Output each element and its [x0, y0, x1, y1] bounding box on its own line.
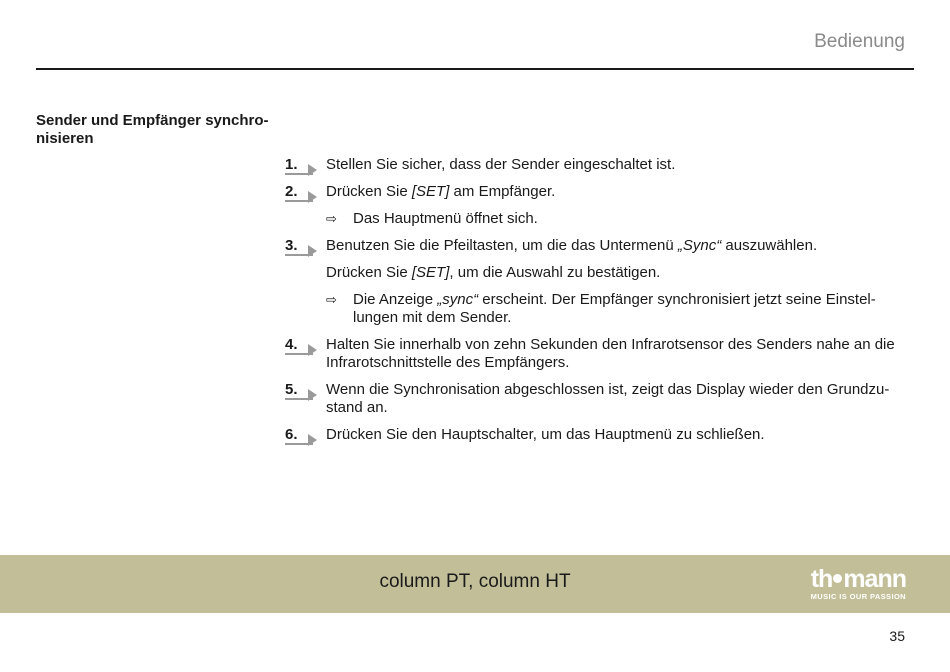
step-number-label: 2.: [285, 183, 298, 200]
page-number: 35: [889, 628, 905, 644]
step-text: [326, 156, 895, 174]
step-item: [285, 426, 895, 444]
step-number-label: 3.: [285, 237, 298, 254]
logo-left: th: [810, 565, 833, 593]
step-text: [326, 237, 895, 255]
step-text: [326, 381, 895, 417]
step-number: [285, 237, 317, 257]
text-run: Halten Sie innerhalb von zehn Sekunden den Infrarotsensor des Senders nahe an die Infrarotschnittstelle des Empfängers.: [326, 336, 895, 371]
step-arrow-icon: [308, 344, 317, 356]
emphasis-text: „Sync“: [677, 237, 722, 254]
logo-dot-icon: [833, 574, 842, 583]
emphasis-text: „sync“: [437, 291, 479, 308]
side-heading: Sender und Empfänger synchro- nisieren: [36, 112, 269, 147]
step-number-label: 5.: [285, 381, 298, 398]
step-text: [326, 336, 895, 372]
step-text: [326, 426, 895, 444]
step-item: [285, 156, 895, 174]
step-number-label: 4.: [285, 336, 298, 353]
thomann-logo[interactable]: [791, 567, 906, 601]
step-arrow-icon: [308, 191, 317, 203]
steps-list: [285, 156, 895, 453]
step-arrow-icon: [308, 164, 317, 176]
text-run: Die Anzeige: [353, 291, 438, 308]
emphasis-text: [SET]: [411, 183, 450, 200]
logo-right: mann: [843, 565, 906, 593]
step-arrow-icon: [308, 434, 317, 446]
step-item: [285, 237, 895, 327]
text-run: erscheint. Der Empfänger synchronisiert jetzt seine Einstel- lungen mit dem Sender.: [353, 291, 876, 326]
result-arrow-icon: ⇨: [326, 292, 337, 307]
header-rule: [36, 68, 914, 70]
text-run: Das Hauptmenü öffnet sich.: [353, 210, 538, 227]
step-item: [285, 336, 895, 372]
text-run: Benutzen Sie die Pfeiltasten, um die das Untermenü: [326, 237, 678, 254]
section-title: Bedienung: [814, 31, 905, 52]
text-run: Wenn die Synchronisation abgeschlossen ist, zeigt das Display wieder den Grundzu- stand an.: [326, 381, 890, 416]
step-arrow-icon: [308, 245, 317, 257]
step-item: [285, 183, 895, 228]
step-item: [285, 381, 895, 417]
text-run: auszuwählen.: [721, 237, 818, 254]
result-arrow-icon: ⇨: [326, 211, 337, 226]
step-number: [285, 156, 317, 176]
text-run: am Empfänger.: [449, 183, 556, 200]
footer-text: column PT, column HT: [379, 571, 571, 592]
step-text: [326, 264, 895, 282]
emphasis-text: [SET]: [411, 264, 450, 281]
step-number: [285, 381, 317, 401]
step-arrow-icon: [308, 389, 317, 401]
step-number: [285, 336, 317, 356]
text-run: Drücken Sie den Hauptschalter, um das Hauptmenü zu schließen.: [326, 426, 765, 443]
step-number-label: 1.: [285, 156, 298, 173]
text-run: Stellen Sie sicher, dass der Sender eingeschaltet ist.: [326, 156, 676, 173]
step-number: [285, 183, 317, 203]
step-result: [326, 291, 895, 327]
logo-wordmark: [791, 567, 906, 591]
text-run: Drücken Sie: [326, 183, 412, 200]
step-text: [326, 183, 895, 201]
text-run: , um die Auswahl zu bestätigen.: [449, 264, 661, 281]
text-run: Drücken Sie: [326, 264, 412, 281]
logo-tagline: MUSIC IS OUR PASSION: [810, 592, 906, 601]
step-number-label: 6.: [285, 426, 298, 443]
step-number: [285, 426, 317, 446]
step-result: [326, 210, 895, 228]
